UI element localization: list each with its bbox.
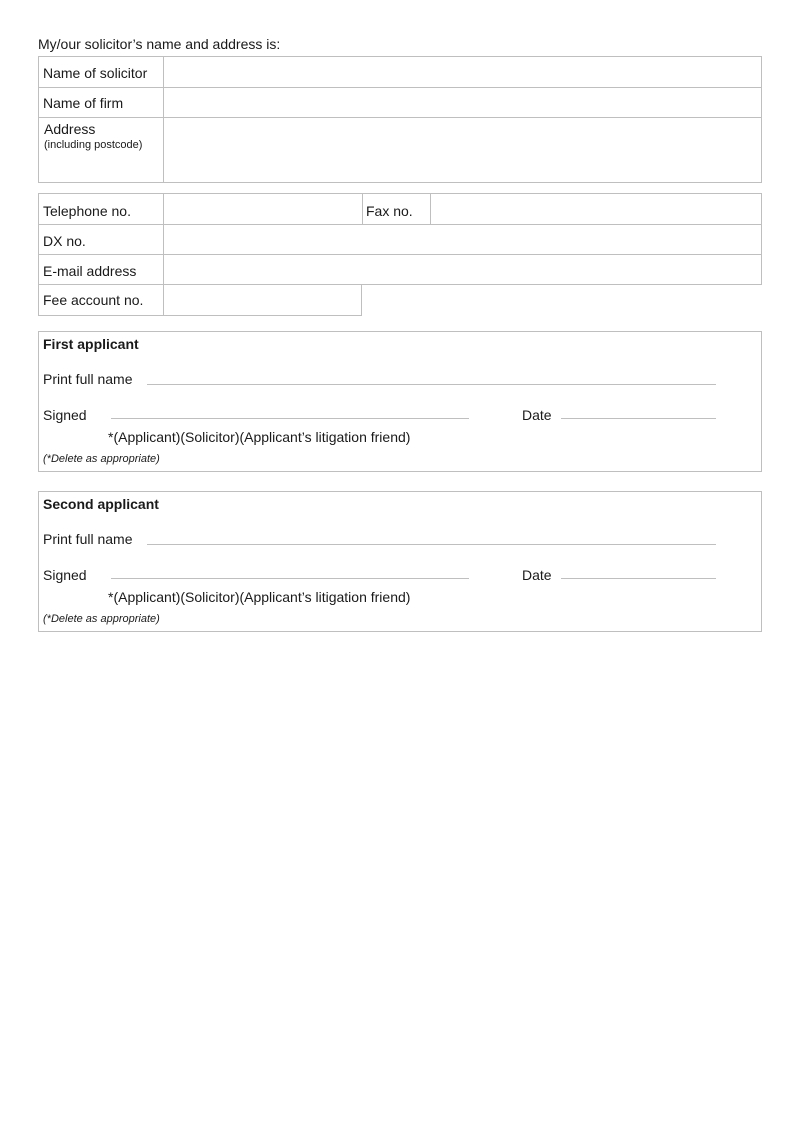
email-field[interactable] bbox=[164, 255, 761, 285]
fee-account-row bbox=[38, 284, 362, 316]
second-role-text: *(Applicant)(Solicitor)(Applicant’s litigation friend) bbox=[108, 589, 411, 605]
intro-text: My/our solicitor’s name and address is: bbox=[38, 36, 281, 52]
address-sublabel: (including postcode) bbox=[44, 139, 143, 151]
first-date-line[interactable] bbox=[561, 418, 716, 419]
second-date-line[interactable] bbox=[561, 578, 716, 579]
fee-account-label: Fee account no. bbox=[43, 292, 144, 308]
second-signed-label: Signed bbox=[43, 567, 87, 583]
second-signed-line[interactable] bbox=[111, 578, 469, 579]
first-applicant-section bbox=[38, 331, 762, 472]
second-print-name-line[interactable] bbox=[147, 544, 716, 545]
dx-field[interactable] bbox=[164, 225, 761, 254]
first-signed-label: Signed bbox=[43, 407, 87, 423]
first-role-text: *(Applicant)(Solicitor)(Applicant’s litigation friend) bbox=[108, 429, 411, 445]
telephone-field[interactable] bbox=[164, 194, 362, 224]
second-print-name-label: Print full name bbox=[43, 531, 133, 547]
firm-name-label: Name of firm bbox=[43, 95, 124, 111]
second-delete-note: (*Delete as appropriate) bbox=[43, 613, 160, 625]
first-print-name-line[interactable] bbox=[147, 384, 716, 385]
solicitor-name-label: Name of solicitor bbox=[43, 65, 148, 81]
dx-label: DX no. bbox=[43, 233, 86, 249]
solicitor-details-table bbox=[38, 56, 762, 183]
email-label: E-mail address bbox=[43, 263, 137, 279]
first-date-label: Date bbox=[522, 407, 552, 423]
contact-details-table bbox=[38, 193, 762, 285]
second-applicant-section bbox=[38, 491, 762, 632]
first-print-name-label: Print full name bbox=[43, 371, 133, 387]
second-applicant-title: Second applicant bbox=[43, 496, 159, 512]
address-field[interactable] bbox=[164, 118, 761, 182]
address-label: Address bbox=[44, 121, 96, 137]
solicitor-name-field[interactable] bbox=[164, 57, 761, 87]
fee-account-field[interactable] bbox=[164, 284, 361, 315]
first-applicant-title: First applicant bbox=[43, 336, 139, 352]
fax-field[interactable] bbox=[431, 194, 761, 224]
firm-name-field[interactable] bbox=[164, 88, 761, 117]
fax-label: Fax no. bbox=[366, 203, 413, 219]
first-delete-note: (*Delete as appropriate) bbox=[43, 453, 160, 465]
first-signed-line[interactable] bbox=[111, 418, 469, 419]
second-date-label: Date bbox=[522, 567, 552, 583]
telephone-label: Telephone no. bbox=[43, 203, 131, 219]
